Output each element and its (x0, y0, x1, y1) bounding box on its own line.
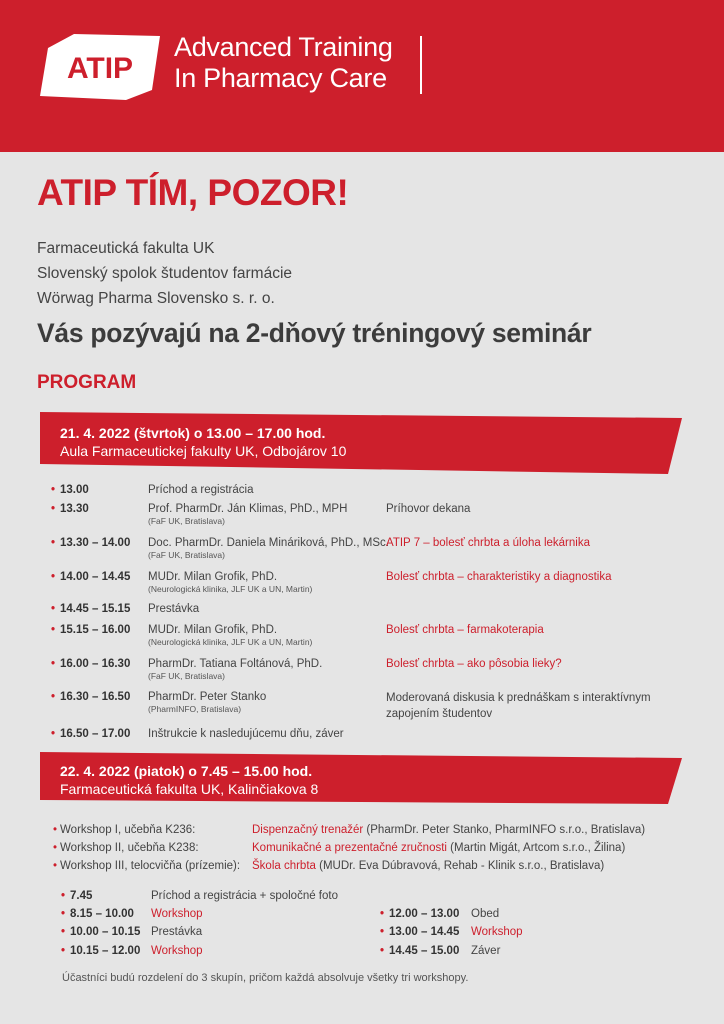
workshop-detail (252, 859, 604, 873)
row-topic: Bolesť chrbta – charakteristiky a diagnostika (386, 571, 612, 583)
speaker-name: Doc. PharmDr. Daniela Mináriková, PhD., MSc. (148, 537, 389, 549)
row-time: • 10.15 – 12.00 (70, 944, 140, 958)
workshop-lead: (MUDr. Eva Dúbravová, Rehab - Klinik s.r.o., Bratislava) (315, 860, 605, 872)
workshop-topic: Dispenzačný trenažér (252, 824, 364, 836)
row-speaker: Inštrukcie k nasledujúcemu dňu, záver (148, 728, 344, 740)
row-speaker (148, 623, 312, 648)
row-time: • 8.15 – 10.00 (70, 907, 134, 921)
brand-line-2: In Pharmacy Care (174, 63, 387, 93)
row-time: • 7.45 (70, 889, 92, 903)
row-topic: Príhovor dekana (386, 503, 471, 515)
header-banner (0, 0, 724, 152)
speaker-name: Prof. PharmDr. Ján Klimas, PhD., MPH (148, 503, 348, 515)
workshop-topic: Škola chrbta (252, 860, 316, 872)
row-time: • 14.00 – 14.45 (60, 570, 130, 584)
row-topic: Bolesť chrbta – farmakoterapia (386, 624, 544, 636)
organizers (37, 236, 292, 311)
row-time: • 14.45 – 15.15 (60, 602, 130, 616)
row-speaker (148, 536, 389, 561)
organizer: Slovenský spolok študentov farmácie (37, 265, 293, 282)
row-topic: Moderovaná diskusia k prednáškam s interaktívnym zapojením študentov (386, 692, 651, 720)
day1-banner (40, 412, 682, 474)
workshop-lead: (Martin Migát, Artcom s.r.o., Žilina) (446, 842, 626, 854)
row-time: • 16.50 – 17.00 (60, 727, 130, 741)
row-speaker (148, 502, 347, 527)
workshop-label: • Workshop III, telocvičňa (prízemie): (62, 859, 240, 873)
speaker-affiliation: (Neurologická klinika, JLF UK a UN, Martin) (148, 637, 313, 647)
row-activity: Príchod a registrácia + spoločné foto (151, 890, 338, 902)
row-time: • 13.30 – 14.00 (60, 536, 130, 550)
row-activity: Workshop (471, 926, 523, 938)
day1-place: Aula Farmaceutickej fakulty UK, Odbojárov 10 (60, 443, 347, 459)
invitation-heading: Vás pozývajú na 2-dňový tréningový seminár (37, 318, 592, 348)
row-activity: Workshop (151, 945, 203, 957)
workshop-label: • Workshop I, učebňa K236: (62, 823, 195, 837)
row-speaker: Príchod a registrácia (148, 484, 254, 496)
row-activity: Záver (471, 945, 501, 957)
atip-logo (40, 34, 160, 100)
row-time: • 16.00 – 16.30 (60, 657, 130, 671)
speaker-affiliation: (PharmINFO, Bratislava) (148, 704, 242, 714)
row-time: • 15.15 – 16.00 (60, 623, 130, 637)
brand-name (174, 32, 393, 94)
row-time: • 16.30 – 16.50 (60, 690, 130, 704)
row-topic: ATIP 7 – bolesť chrbta a úloha lekárnika (386, 537, 590, 549)
day2-place: Farmaceutická fakulta UK, Kalinčiakova 8 (60, 781, 319, 797)
speaker-name: MUDr. Milan Grofik, PhD. (148, 624, 278, 636)
row-activity: Obed (471, 908, 500, 920)
row-time: • 13.00 – 14.45 (389, 925, 459, 939)
program-heading: PROGRAM (37, 372, 137, 393)
speaker-name: PharmDr. Tatiana Foltánová, PhD. (148, 658, 323, 670)
row-speaker (148, 690, 266, 715)
day2-date: 22. 4. 2022 (piatok) o 7.45 – 15.00 hod. (60, 763, 313, 779)
day2-banner (40, 752, 682, 804)
row-time: • 13.30 (60, 502, 89, 516)
row-speaker: Prestávka (148, 603, 200, 615)
row-time: • 13.00 (60, 483, 89, 497)
workshop-lead: (PharmDr. Peter Stanko, PharmINFO s.r.o., Bratislava) (363, 824, 646, 836)
brand-divider (420, 36, 422, 94)
day1-date: 21. 4. 2022 (štvrtok) o 13.00 – 17.00 hod. (60, 425, 326, 441)
row-topic: Bolesť chrbta – ako pôsobia lieky? (386, 658, 562, 670)
organizer: Wörwag Pharma Slovensko s. r. o. (37, 290, 275, 307)
speaker-affiliation: (FaF UK, Bratislava) (148, 550, 225, 560)
speaker-name: MUDr. Milan Grofik, PhD. (148, 571, 278, 583)
row-time: • 14.45 – 15.00 (389, 944, 459, 958)
speaker-affiliation: (FaF UK, Bratislava) (148, 516, 225, 526)
workshop-topic: Komunikačné a prezentačné zručnosti (252, 842, 447, 854)
workshop-label: • Workshop II, učebňa K238: (62, 841, 199, 855)
row-speaker (148, 570, 312, 595)
workshop-detail (252, 841, 625, 855)
row-speaker (148, 657, 322, 682)
logo-text: ATIP (66, 52, 134, 85)
row-activity: Workshop (151, 908, 203, 920)
speaker-name: PharmDr. Peter Stanko (148, 691, 267, 703)
page-title: ATIP TÍM, POZOR! (37, 172, 349, 213)
row-time: • 10.00 – 10.15 (70, 925, 140, 939)
footer-note: Účastníci budú rozdelení do 3 skupín, pričom každá absolvuje všetky tri workshopy. (62, 972, 469, 984)
row-time: • 12.00 – 13.00 (389, 907, 459, 921)
row-activity: Prestávka (151, 926, 203, 938)
brand-line-1: Advanced Training (174, 32, 393, 62)
speaker-affiliation: (Neurologická klinika, JLF UK a UN, Martin) (148, 584, 313, 594)
organizer: Farmaceutická fakulta UK (37, 240, 215, 257)
workshop-detail (252, 823, 645, 837)
speaker-affiliation: (FaF UK, Bratislava) (148, 671, 225, 681)
